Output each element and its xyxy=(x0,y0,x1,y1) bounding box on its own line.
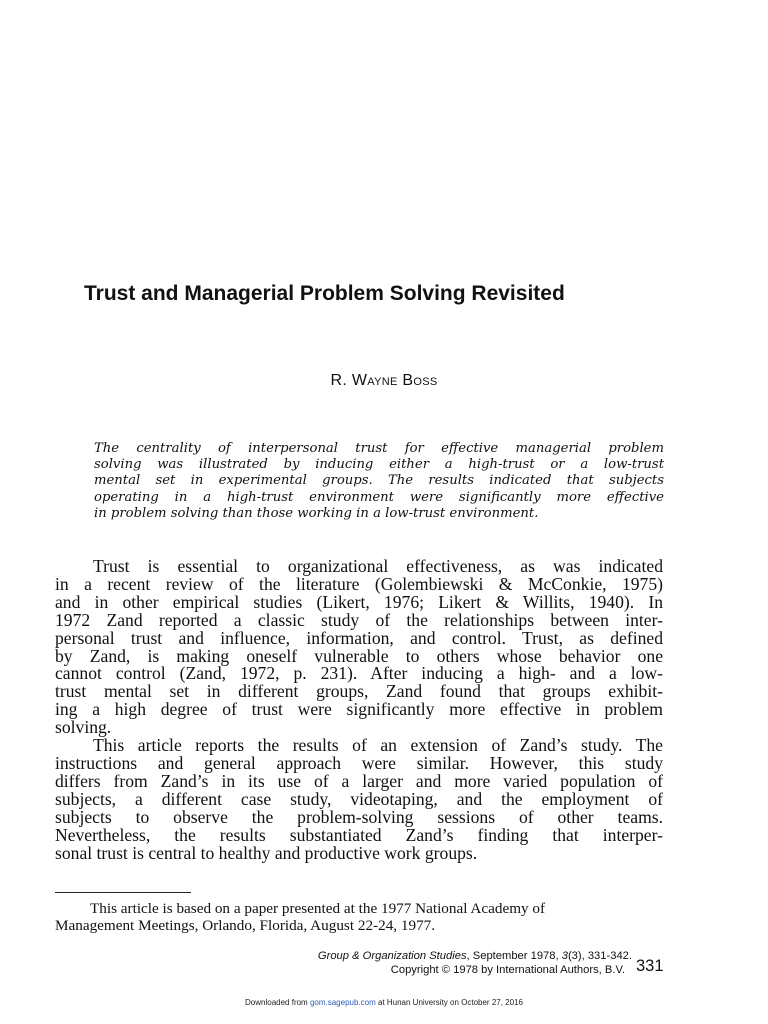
abstract xyxy=(94,441,664,522)
body-line: subjects to observe the problem-solving sessions of other teams. xyxy=(55,806,663,827)
abstract-line: The centrality of interpersonal trust for effective managerial problem xyxy=(94,441,664,456)
abstract-line: mental set in experimental groups. The results indicated that subjects xyxy=(94,473,664,489)
citation-volume: 3 xyxy=(561,950,568,962)
article-title: Trust and Managerial Problem Solving Revisited xyxy=(84,282,565,305)
journal-citation xyxy=(318,949,632,963)
download-prefix: Downloaded from xyxy=(245,998,310,1007)
body-line: trust mental set in different groups, Zand found that groups exhibit- xyxy=(55,681,663,702)
citation-issue-pages: (3), 331-342. xyxy=(567,950,632,962)
body-line: in a recent review of the literature (Golembiewski & McConkie, 1975) xyxy=(55,573,663,594)
body-line: solving. xyxy=(55,717,112,738)
abstract-line: solving was illustrated by inducing either a high-trust or a low-trust xyxy=(94,457,664,473)
body-line: sonal trust is central to healthy and productive work groups. xyxy=(55,842,478,863)
body-line: ing a high degree of trust were significantly more effective in problem xyxy=(55,699,663,720)
footnote xyxy=(55,900,665,934)
body-line: Trust is essential to organizational effectiveness, as was indicated xyxy=(93,556,663,576)
body-line: differs from Zand’s in its use of a larger and more varied population of xyxy=(55,770,663,791)
download-source-link[interactable]: gom.sagepub.com xyxy=(309,998,376,1007)
body-line: instructions and general approach were similar. However, this study xyxy=(55,752,663,773)
footnote-line: This article is based on a paper presented at the 1977 National Academy of xyxy=(90,900,546,917)
author-name: R. Wayne Boss xyxy=(330,372,438,389)
abstract-line: in problem solving than those working in a low-trust environment. xyxy=(94,505,539,521)
body-line: and in other empirical studies (Likert, 1976; Likert & Willits, 1940). In xyxy=(55,591,663,612)
footnote-line: Management Meetings, Orlando, Florida, August 22-24, 1977. xyxy=(55,917,436,934)
body-line: by Zand, is making oneself vulnerable to others whose behavior one xyxy=(55,645,663,666)
body-line: 1972 Zand reported a classic study of the relationships between inter- xyxy=(55,609,663,630)
citation-details: , September 1978, xyxy=(466,950,562,962)
page-number: 331 xyxy=(636,957,664,975)
journal-name: Group & Organization Studies xyxy=(317,950,467,962)
body-line: cannot control (Zand, 1972, p. 231). After inducing a high- and a low- xyxy=(55,663,663,684)
body-line: personal trust and influence, information, and control. Trust, as defined xyxy=(55,627,663,648)
download-suffix: at Hunan University on October 27, 2016 xyxy=(375,998,523,1007)
body-line: Nevertheless, the results substantiated Zand’s finding that interper- xyxy=(55,824,663,845)
body-text xyxy=(55,558,663,862)
download-notice xyxy=(0,998,768,1008)
footnote-divider xyxy=(55,892,191,893)
copyright-notice: Copyright © 1978 by International Authors, B.V. xyxy=(390,964,625,976)
body-line: subjects, a different case study, videotaping, and the employment of xyxy=(55,788,663,809)
abstract-line: operating in a high-trust environment were significantly more effective xyxy=(94,489,664,505)
body-line: This article reports the results of an extension of Zand’s study. The xyxy=(93,735,663,756)
